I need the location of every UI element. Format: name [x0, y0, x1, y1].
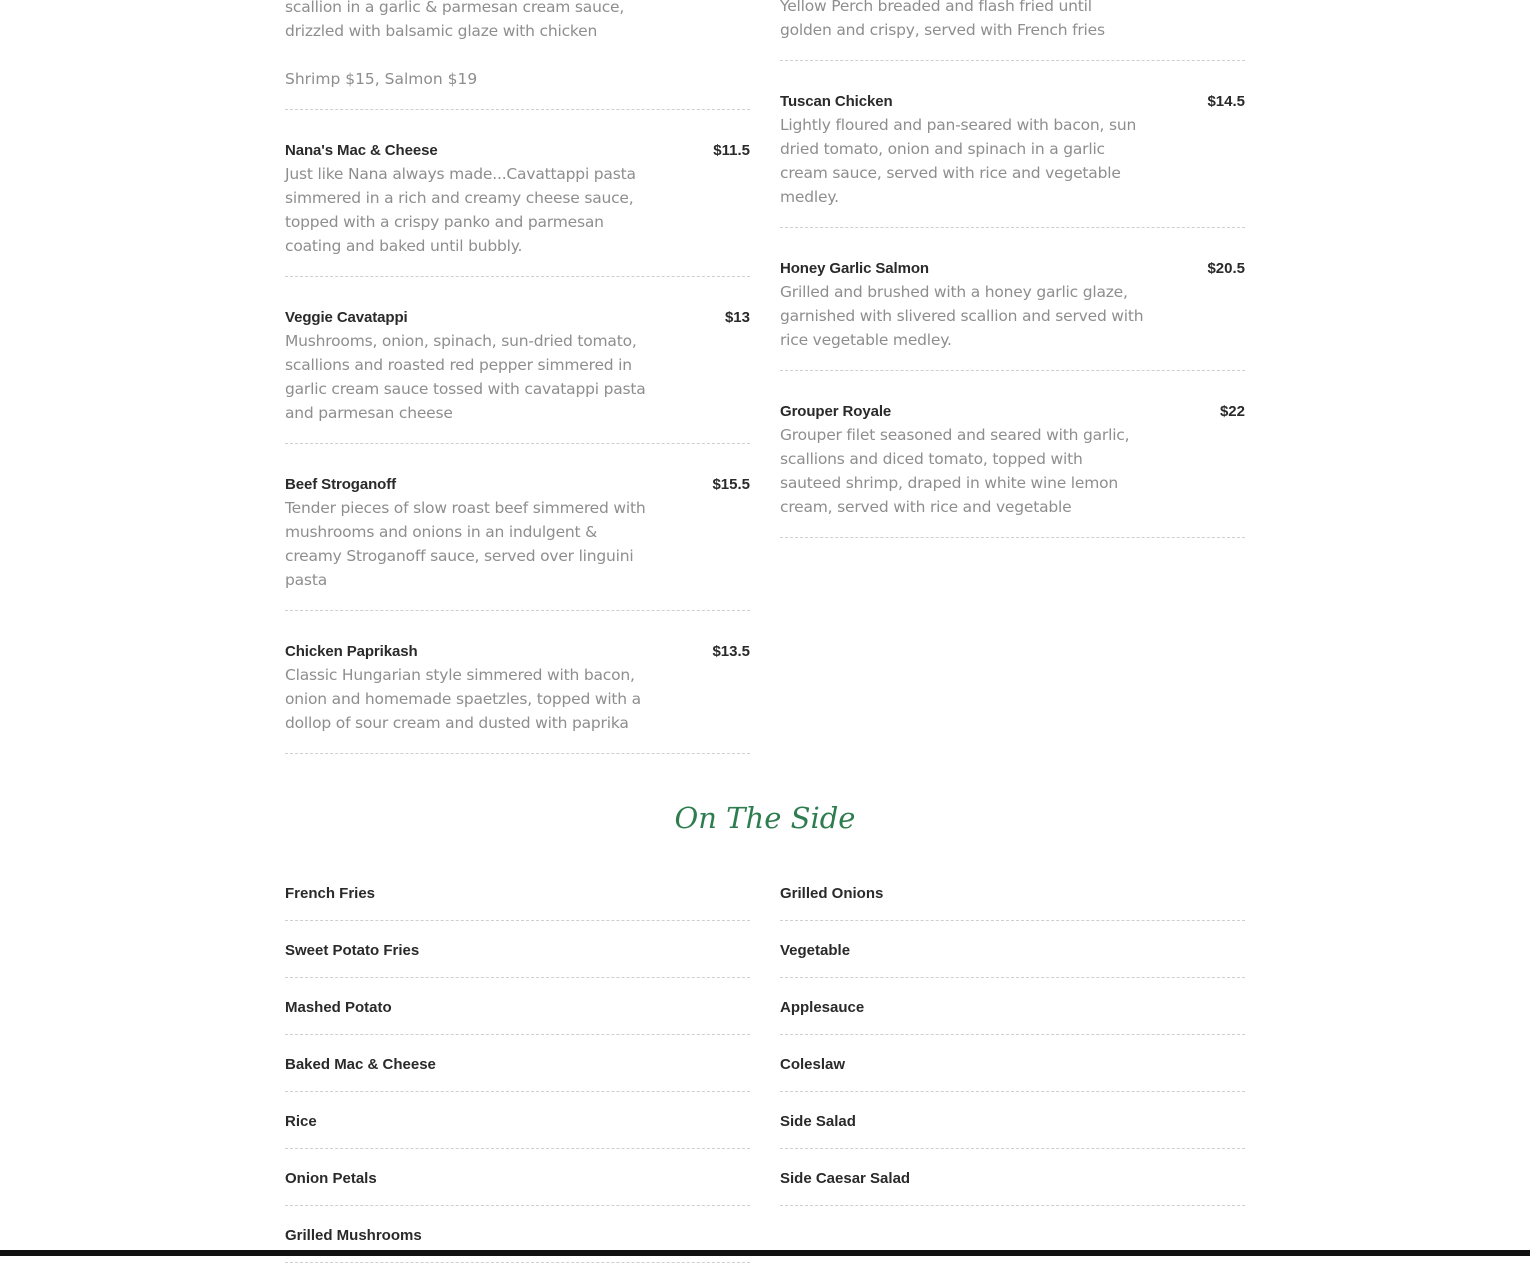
side-item — [285, 881, 750, 921]
menu-item — [780, 400, 1245, 538]
menu-item — [780, 0, 1245, 61]
side-item-name: Sweet Potato Fries — [285, 942, 420, 959]
side-item — [780, 1166, 1245, 1206]
side-item-name: Mashed Potato — [285, 999, 392, 1016]
side-item-name: Applesauce — [780, 999, 865, 1016]
menu-item-name: Beef Stroganoff — [285, 476, 397, 493]
side-item-name: Vegetable — [780, 942, 851, 959]
menu-item — [285, 0, 750, 110]
side-item-name: Baked Mac & Cheese — [285, 1056, 436, 1073]
menu-item-name: Nana's Mac & Cheese — [285, 142, 438, 159]
menu-item-name: Honey Garlic Salmon — [780, 260, 929, 277]
menu-item-addon-prices: Shrimp $15, Salmon $19 — [285, 70, 478, 88]
side-item-name: Side Caesar Salad — [780, 1170, 911, 1187]
menu-item — [285, 473, 750, 611]
menu-item-description: Mushrooms, onion, spinach, sun-dried tomato, scallions and roasted red pepper simmered in garlic cream sauce tossed with cavatappi pasta and parmesan cheese — [285, 332, 646, 422]
menu-item — [285, 306, 750, 444]
menu-item-description: Grilled and brushed with a honey garlic glaze, garnished with slivered scallion and served with rice vegetable medley. — [780, 283, 1144, 349]
menu-item-name: Tuscan Chicken — [780, 93, 893, 110]
side-item — [780, 995, 1245, 1035]
menu-item-price: $15.5 — [712, 476, 750, 493]
side-item — [285, 995, 750, 1035]
menu-item-name: Grouper Royale — [780, 403, 892, 420]
menu-item-price: $20.5 — [1207, 260, 1245, 277]
menu-item — [780, 90, 1245, 228]
menu-item-description: Classic Hungarian style simmered with bacon, onion and homemade spaetzles, topped with a dollop of sour cream and dusted with paprika — [285, 666, 641, 732]
side-item — [780, 881, 1245, 921]
side-item — [285, 1223, 750, 1263]
menu-item-name: Chicken Paprikash — [285, 643, 418, 660]
side-item-name: Side Salad — [780, 1113, 856, 1130]
side-item-name: Coleslaw — [780, 1056, 846, 1073]
side-item-name: Grilled Mushrooms — [285, 1227, 422, 1244]
menu-item-description: scallion in a garlic & parmesan cream sauce, drizzled with balsamic glaze with chicken — [285, 0, 625, 40]
bottom-bar — [0, 1250, 1530, 1256]
menu-item-price: $13.5 — [712, 643, 750, 660]
side-item — [285, 938, 750, 978]
side-item — [285, 1166, 750, 1206]
side-item — [285, 1109, 750, 1149]
side-item-name: Grilled Onions — [780, 885, 884, 902]
menu-item — [780, 257, 1245, 371]
side-item-name: French Fries — [285, 885, 376, 902]
menu-item-description: Grouper filet seasoned and seared with garlic, scallions and diced tomato, topped with sauteed shrimp, draped in white wine lemon cream, served with rice and vegetable — [780, 426, 1130, 516]
menu-item-price: $14.5 — [1207, 93, 1245, 110]
menu-item-price: $11.5 — [713, 142, 750, 159]
side-item — [780, 938, 1245, 978]
menu-item-price: $13 — [724, 309, 750, 326]
side-item-name: Onion Petals — [285, 1170, 377, 1187]
side-item-name: Rice — [285, 1113, 317, 1130]
menu-item-price: $22 — [1219, 403, 1245, 420]
side-item — [285, 1052, 750, 1092]
sides-right-column — [780, 881, 1245, 1223]
sides-left-column — [285, 881, 750, 1280]
menu-item-description: Tender pieces of slow roast beef simmered with mushrooms and onions in an indulgent & creamy Stroganoff sauce, served over linguini pasta — [285, 499, 646, 589]
menu-item — [285, 139, 750, 277]
menu-item-description: Yellow Perch breaded and flash fried until golden and crispy, served with French fries — [780, 0, 1105, 39]
menu-item — [285, 640, 750, 754]
menu-item-name: Veggie Cavatappi — [285, 309, 408, 326]
side-item — [780, 1109, 1245, 1149]
mains-right-column — [780, 0, 1245, 567]
menu-item-description: Just like Nana always made...Cavattappi pasta simmered in a rich and creamy cheese sauce, topped with a crispy panko and parmesan coating and baked until bubbly. — [285, 165, 636, 255]
section-title-on-the-side: On The Side — [674, 801, 856, 835]
mains-left-column — [285, 0, 750, 783]
menu-item-description: Lightly floured and pan-seared with bacon, sun dried tomato, onion and spinach in a garlic cream sauce, served with rice and vegetable medley. — [780, 116, 1137, 206]
side-item — [780, 1052, 1245, 1092]
